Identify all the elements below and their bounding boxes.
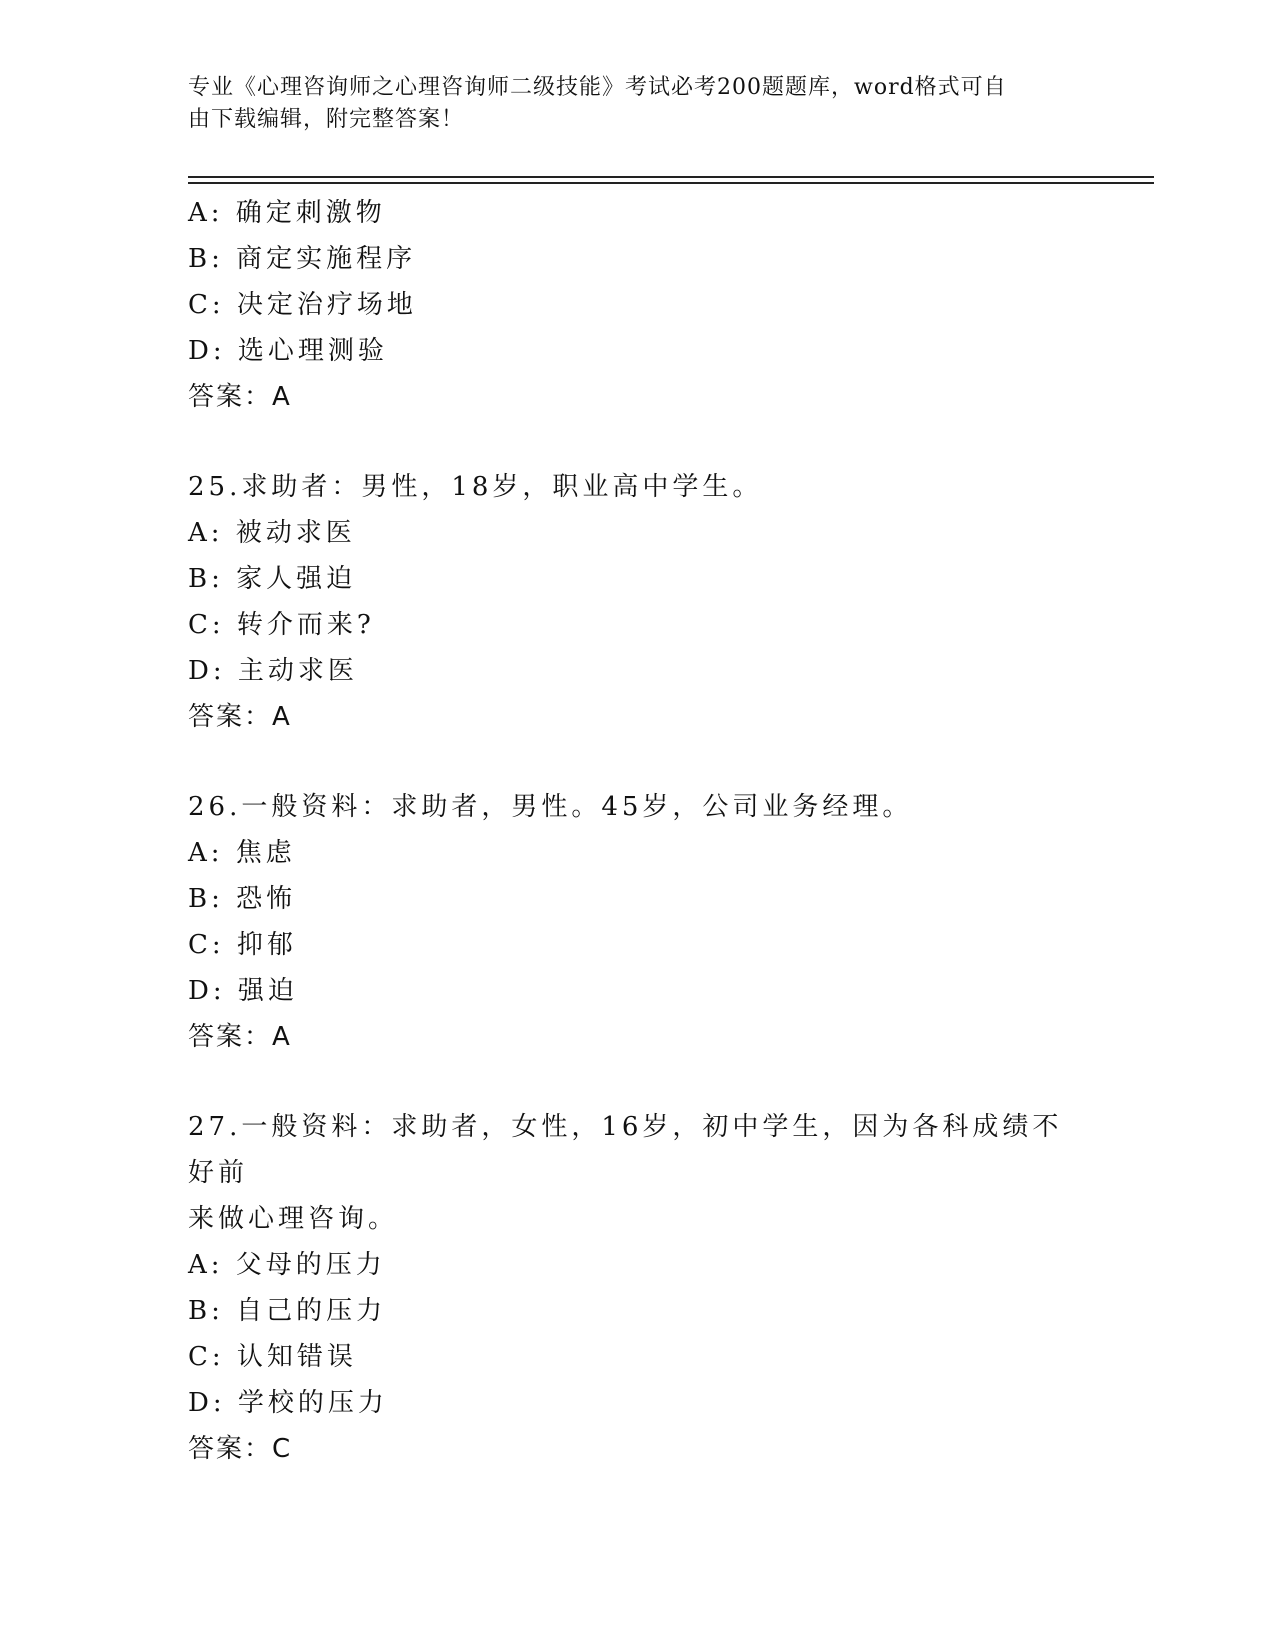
block-spacer <box>188 1060 1088 1104</box>
option-c: C: 认知错误 <box>188 1342 357 1372</box>
answer-line: 答案：C <box>188 1434 293 1464</box>
option-d: D: 强迫 <box>188 976 298 1006</box>
question-block <box>188 190 1088 420</box>
header-divider-top <box>188 176 1154 178</box>
option-b: B: 商定实施程序 <box>188 244 417 274</box>
answer-line: 答案：A <box>188 702 292 732</box>
answer-line: 答案：A <box>188 382 292 412</box>
option-b: B: 家人强迫 <box>188 564 357 594</box>
option-b: B: 自己的压力 <box>188 1296 387 1326</box>
question-stem: 25.求助者：男性，18岁，职业高中学生。 <box>188 472 763 502</box>
block-spacer <box>188 740 1088 784</box>
question-block <box>188 784 1088 1060</box>
option-d: D: 主动求医 <box>188 656 358 686</box>
question-stem-line-2: 来做心理咨询。 <box>188 1204 399 1234</box>
option-a: A: 父母的压力 <box>188 1250 386 1280</box>
header-line-1: 专业《心理咨询师之心理咨询师二级技能》考试必考200题题库，word格式可自 <box>188 75 1007 100</box>
question-block <box>188 464 1088 740</box>
option-a: A: 焦虑 <box>188 838 296 868</box>
header-divider-bottom <box>188 182 1154 184</box>
option-b: B: 恐怖 <box>188 884 297 914</box>
option-c: C: 抑郁 <box>188 930 297 960</box>
question-block <box>188 1104 1088 1472</box>
question-stem-line-1: 27.一般资料：求助者，女性，16岁，初中学生，因为各科成绩不好前 <box>188 1112 1063 1188</box>
question-stem: 26.一般资料：求助者，男性。45岁，公司业务经理。 <box>188 792 913 822</box>
option-c: C: 转介而来? <box>188 610 375 640</box>
answer-line: 答案：A <box>188 1022 292 1052</box>
option-c: C: 决定治疗场地 <box>188 290 417 320</box>
document-header <box>188 72 1068 136</box>
option-a: A: 被动求医 <box>188 518 356 548</box>
header-line-2: 由下载编辑，附完整答案！ <box>188 107 465 132</box>
option-d: D: 学校的压力 <box>188 1388 388 1418</box>
block-spacer <box>188 420 1088 464</box>
option-d: D: 选心理测验 <box>188 336 388 366</box>
question-list <box>188 190 1088 1472</box>
option-a: A: 确定刺激物 <box>188 198 386 228</box>
